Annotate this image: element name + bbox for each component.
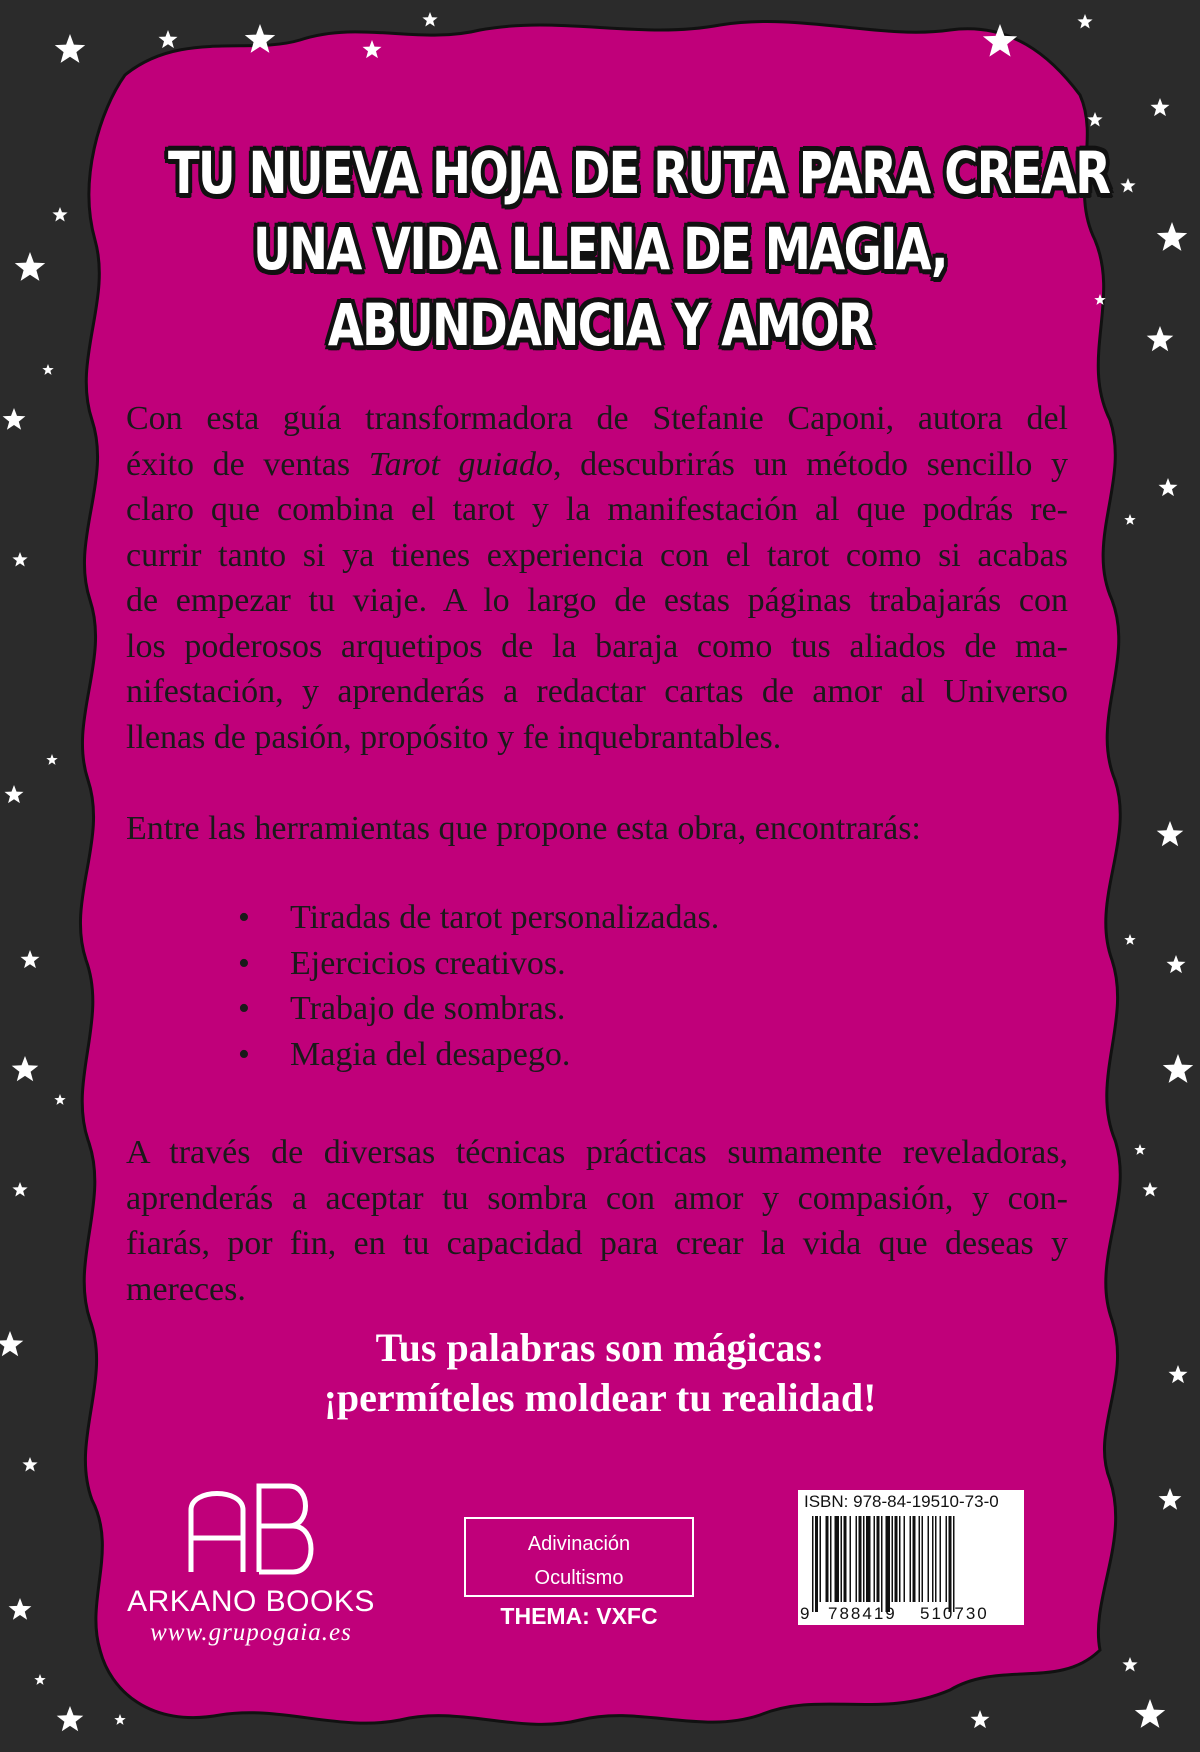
list-item [238, 941, 719, 987]
barcode-bar [841, 1516, 843, 1602]
barcode-bar [919, 1516, 921, 1602]
list-item [238, 1032, 719, 1078]
barcode-bar [874, 1516, 876, 1602]
tools-intro: Entre las herramientas que propone esta obra, encontrarás: [126, 810, 921, 847]
paragraph-line: A través de diversas técnicas prácticas sumamente reveladoras, [126, 1134, 1068, 1171]
barcode-bar [895, 1516, 898, 1602]
barcode-bar [856, 1516, 858, 1602]
headline [168, 135, 1110, 363]
barcode-bar [850, 1516, 852, 1602]
thema-code: THEMA: VXFC [500, 1603, 658, 1629]
barcode-bar [863, 1516, 865, 1602]
bullet-icon: • [238, 944, 250, 982]
bullet-icon: • [238, 1035, 250, 1073]
barcode-bar [820, 1516, 822, 1602]
barcode-bar [835, 1516, 840, 1602]
paragraph-line: de empezar tu viaje. A lo largo de estas páginas trabajarás con [126, 582, 1068, 619]
paragraph-line: claro que combina el tarot y la manifestación al que podrás re- [126, 491, 1068, 528]
list-item-text: Tiradas de tarot personalizadas. [290, 899, 720, 936]
list-item [238, 895, 719, 941]
list-item-text: Trabajo de sombras. [290, 990, 566, 1027]
barcode-bar [953, 1516, 955, 1612]
barcode-bar [826, 1516, 829, 1602]
bullet-icon: • [238, 899, 250, 936]
barcode-bar [844, 1516, 847, 1602]
paragraph-line: los poderosos arquetipos de la baraja como tus aliados de ma- [126, 627, 1068, 665]
barcode-bar [881, 1516, 883, 1612]
barcode-bar [899, 1516, 901, 1602]
tagline-line: Tus palabras son mágicas: [375, 1325, 825, 1370]
barcode-bar [922, 1516, 924, 1602]
publisher-logo [126, 1480, 376, 1647]
barcode-bar [812, 1516, 814, 1612]
category-label: Ocultismo [534, 1567, 624, 1589]
barcode-digits-group: 510730 [920, 1604, 989, 1623]
category-box [464, 1517, 694, 1597]
barcode-bar [932, 1516, 934, 1602]
paragraph-line: Con esta guía transformadora de Stefanie Caponi, autora del [126, 400, 1068, 437]
paragraph-line [126, 442, 1068, 488]
list-item-text: Ejercicios creativos. [290, 944, 566, 982]
tagline-line: ¡permíteles moldear tu realidad! [323, 1375, 877, 1420]
barcode-bar [859, 1516, 862, 1602]
list-item [238, 986, 719, 1032]
headline-line: ABUNDANCIA Y AMOR [327, 291, 873, 359]
paragraph-line: fiarás, por fin, en tu capacidad para crear la vida que deseas y [126, 1225, 1068, 1262]
publisher-url: www.grupogaia.es [150, 1619, 352, 1646]
isbn-label: ISBN: 978-84-19510-73-0 [804, 1492, 999, 1511]
arkano-books-logo-icon [181, 1480, 321, 1576]
barcode-bar [928, 1516, 930, 1602]
barcode-bars [812, 1516, 1012, 1612]
paragraph-line: aprenderás a aceptar tu sombra con amor y compasión, y con- [126, 1179, 1068, 1217]
barcode-bar [892, 1516, 894, 1602]
closing-paragraph [126, 1130, 1068, 1312]
paragraph-line: llenas de pasión, propósito y fe inquebrantables. [126, 718, 782, 756]
list-item-text: Magia del desapego. [290, 1035, 571, 1073]
isbn-barcode [798, 1490, 1024, 1625]
headline-line: TU NUEVA HOJA DE RUTA PARA CREAR [168, 139, 1110, 207]
publisher-name: ARKANO BOOKS [127, 1585, 375, 1618]
paragraph-line: currir tanto si ya tienes experiencia con el tarot como si acabas [126, 536, 1068, 574]
barcode-digits-group: 788419 [828, 1604, 897, 1623]
barcode-bar [935, 1516, 937, 1602]
barcode-bar [949, 1516, 952, 1612]
paragraph-text: , descubrirás un método sencillo y [552, 445, 1068, 483]
paragraph-text: éxito de ventas [126, 445, 369, 483]
book-title-italic: Tarot guiado [368, 445, 553, 483]
paragraph-line: nifestación, y aprenderás a redactar cartas de amor al Universo [126, 673, 1068, 710]
barcode-digit-left: 9 [800, 1604, 810, 1623]
barcode-bar [866, 1516, 871, 1602]
barcode-bar [877, 1516, 880, 1602]
tagline [100, 1323, 1100, 1423]
paragraph-line: mereces. [126, 1270, 246, 1308]
barcode-bar [815, 1516, 818, 1612]
barcode-bar [940, 1516, 942, 1602]
barcode-bar [946, 1516, 948, 1602]
tools-list [238, 895, 719, 1077]
barcode-bar [886, 1516, 891, 1612]
headline-line: UNA VIDA LLENA DE MAGIA, [253, 215, 947, 283]
barcode-bar [913, 1516, 916, 1602]
barcode-bar [910, 1516, 912, 1602]
barcode-bar [904, 1516, 906, 1602]
bullet-icon: • [238, 990, 250, 1027]
category-label: Adivinación [527, 1533, 631, 1555]
barcode-bar [830, 1516, 832, 1602]
description-paragraph [126, 396, 1068, 760]
